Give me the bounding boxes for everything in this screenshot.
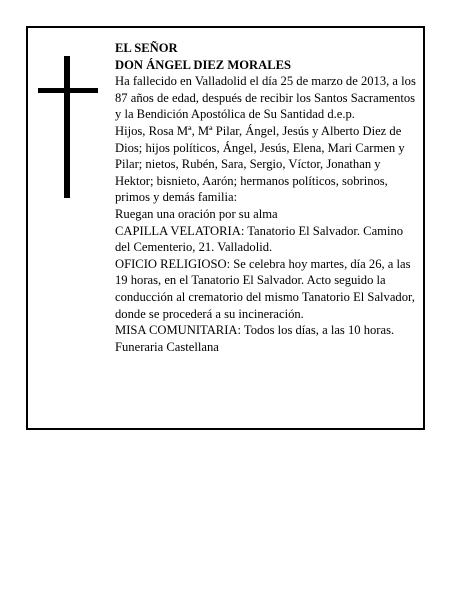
notice-text (115, 40, 421, 355)
cross-vertical-bar (64, 56, 70, 198)
funeral-home: Funeraria Castellana (115, 339, 219, 354)
religious-service-info: OFICIO RELIGIOSO: Se celebra hoy martes, día 26, a las 19 horas, en el Tanatorio El Salvador. Acto seguido la conducción al crematorio del mismo Tanatorio El Salvador, donde se procederá a su incineración. (115, 256, 415, 321)
notice-title: EL SEÑOR (115, 41, 178, 55)
family-list: Hijos, Rosa Mª, Mª Pilar, Ángel, Jesús y Alberto Diez de Dios; hijos políticos, Ángel, Jesús, Elena, Mari Carmen y Pilar; nietos, Rubén, Sara, Sergio, Víctor, Jonathan y Hektor; bisnieto, Aarón; hermanos políticos, sobrinos, primos y demás familia: (115, 123, 405, 205)
community-mass-info: MISA COMUNITARIA: Todos los días, a las 10 horas. (115, 323, 395, 338)
chapel-info: CAPILLA VELATORIA: Tanatorio El Salvador. Camino del Cementerio, 21. Valladolid. (115, 223, 404, 255)
cross-icon (38, 56, 98, 198)
cross-horizontal-bar (38, 88, 98, 93)
prayer-request: Ruegan una oración por su alma (115, 206, 278, 221)
death-announcement: Ha fallecido en Valladolid el día 25 de marzo de 2013, a los 87 años de edad, después de recibir los Santos Sacramentos y la Bendición Apostólica de Su Santidad d.e.p. (115, 74, 416, 122)
obituary-notice (26, 26, 425, 430)
deceased-name: DON ÁNGEL DIEZ MORALES (115, 57, 291, 72)
